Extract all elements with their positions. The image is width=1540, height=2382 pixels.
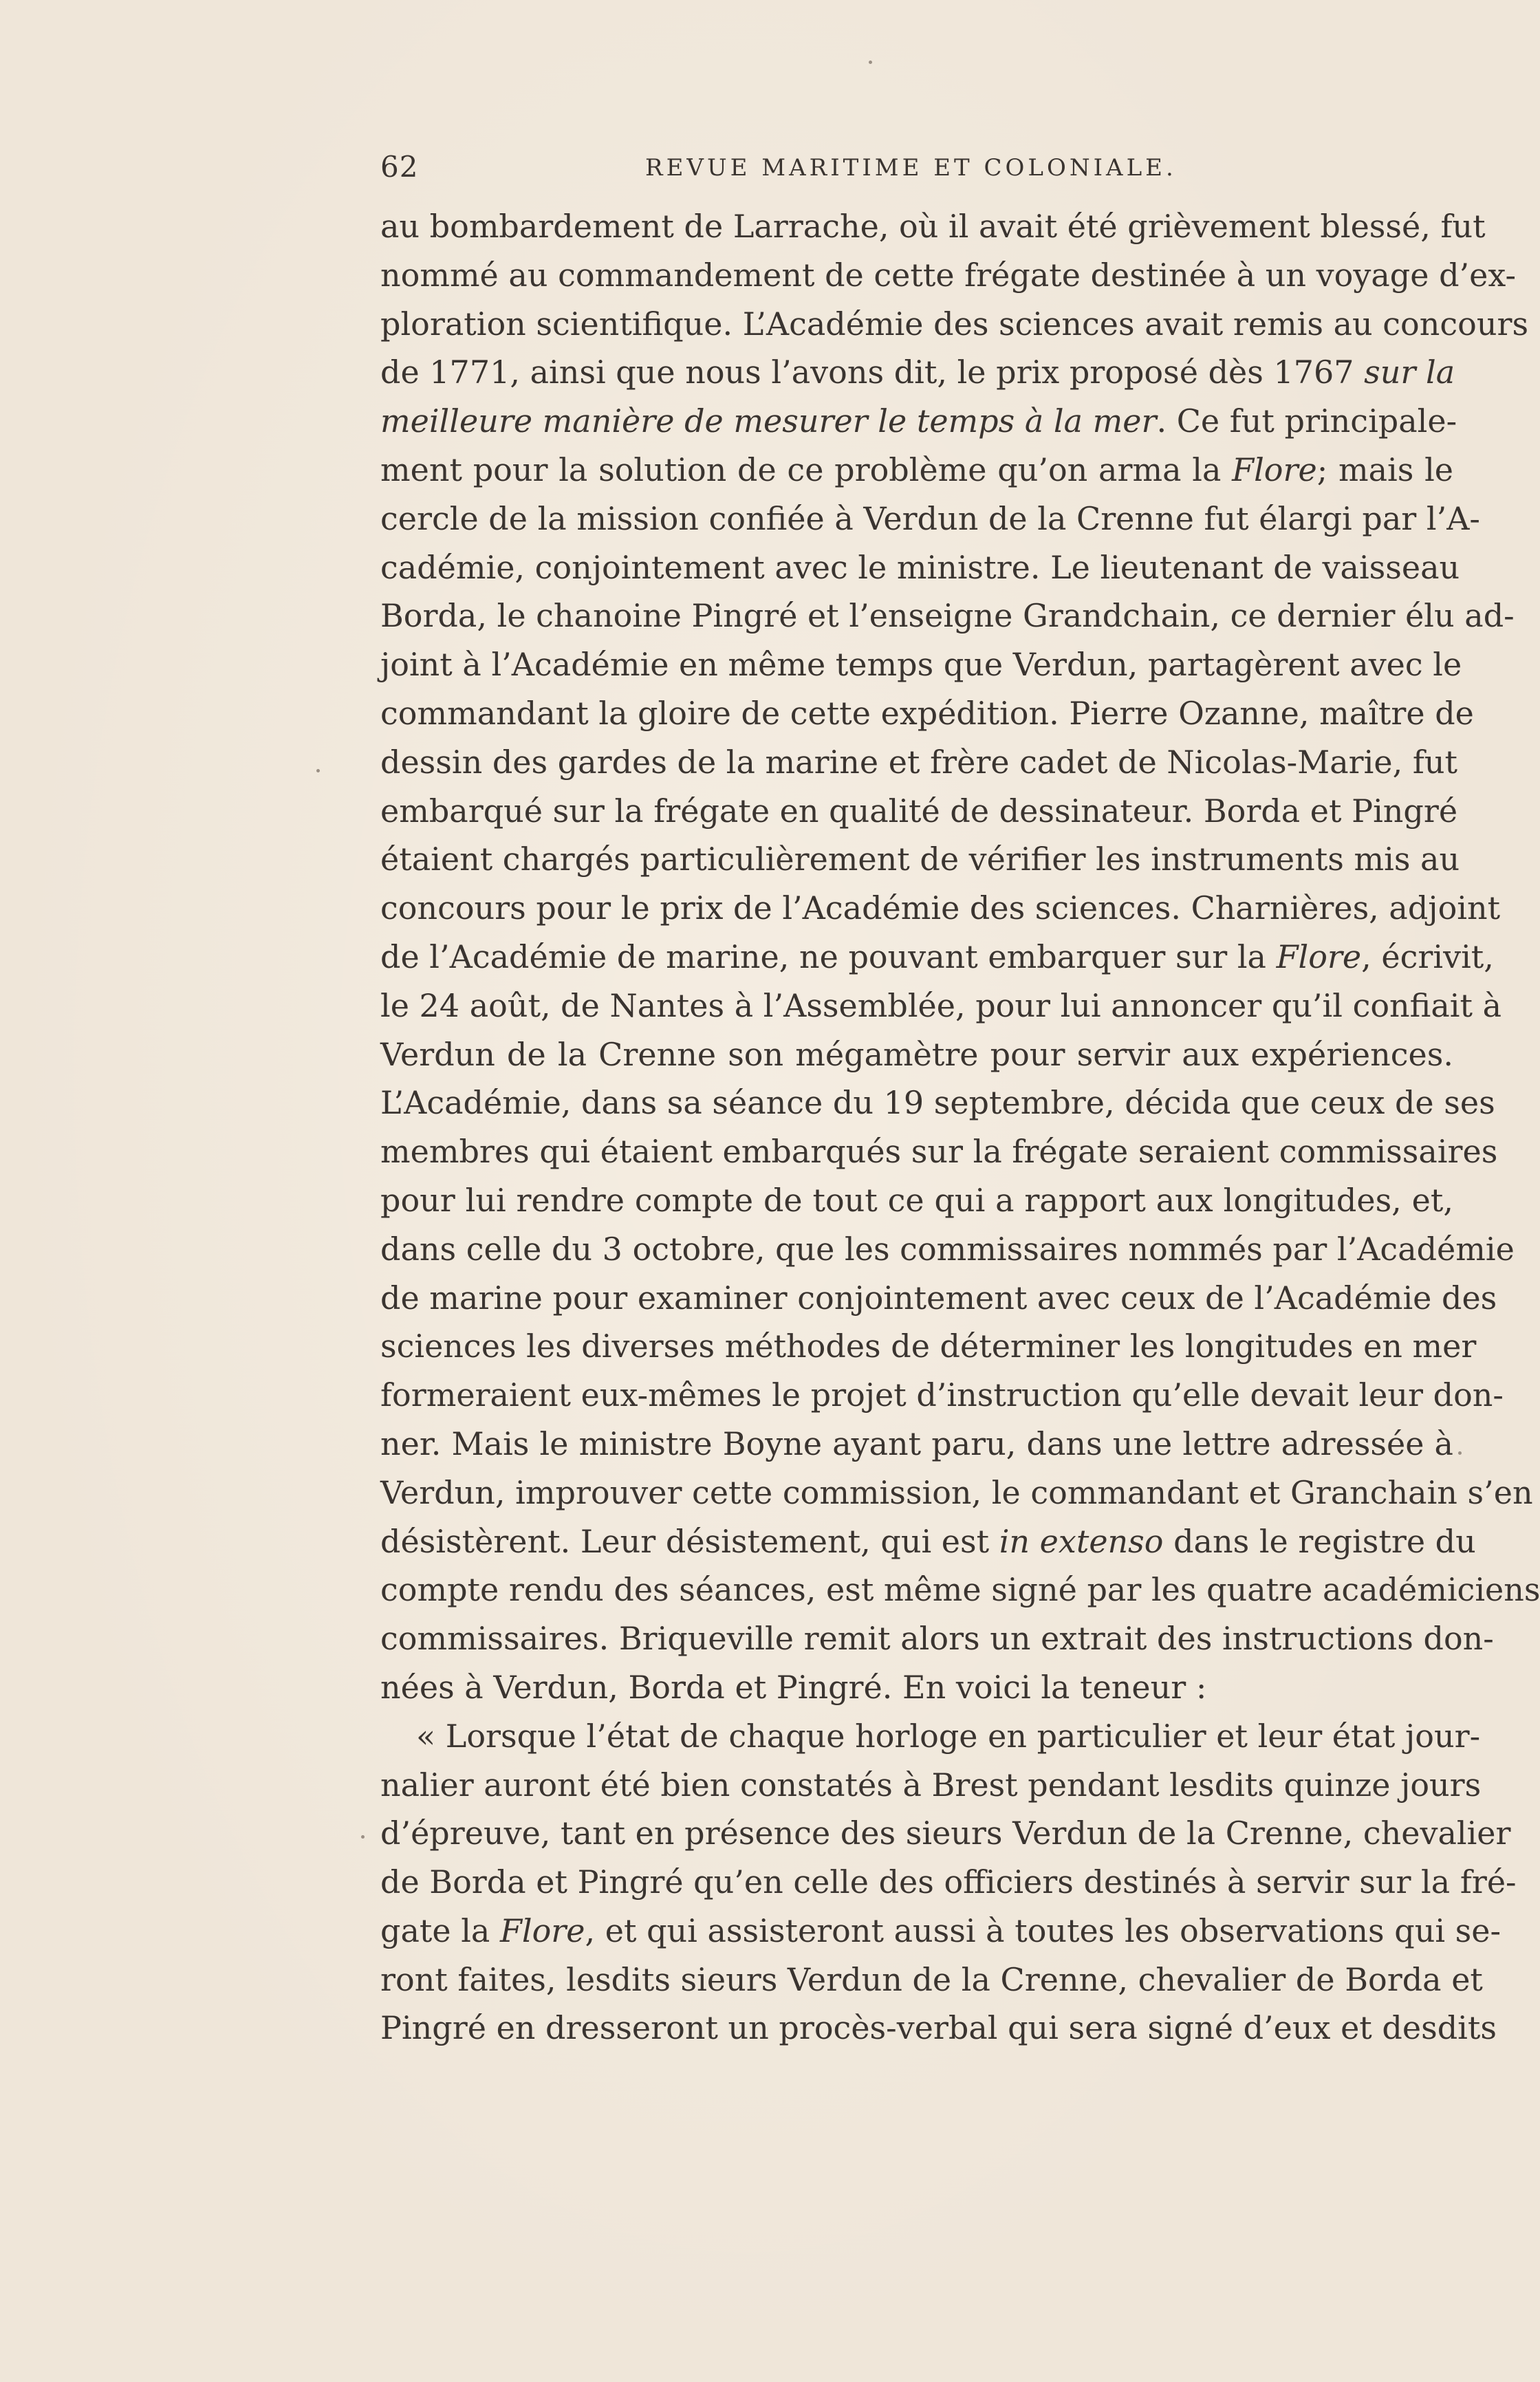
italic-ship-name: Flore xyxy=(499,1912,585,1949)
text-line: cadémie, conjointement avec le ministre. Le lieutenant de vaisseau xyxy=(380,548,1460,586)
quote-line: de Borda et Pingré qu’en celle des officiers destinés à servir sur la fré- xyxy=(380,1863,1517,1901)
text-line: de marine pour examiner conjointement avec ceux de l’Académie des xyxy=(380,1279,1497,1317)
text-line: L’Académie, dans sa séance du 19 septembre, décida que ceux de ses xyxy=(380,1084,1495,1122)
body-text xyxy=(380,202,1540,2053)
text-line: ploration scientifique. L’Académie des sciences avait remis au concours xyxy=(380,305,1529,343)
text-line: concours pour le prix de l’Académie des sciences. Charnières, adjoint xyxy=(380,889,1501,927)
quote-line: gate la Flore, et qui assisteront aussi à toutes les observations qui se- xyxy=(380,1912,1501,1949)
text-line: ment pour la solution de ce problème qu’on arma la Flore; mais le xyxy=(380,451,1454,488)
paper-speck xyxy=(1458,1451,1462,1455)
text-line: nommé au commandement de cette frégate destinée à un voyage d’ex- xyxy=(380,256,1517,294)
italic-phrase: sur la xyxy=(1364,354,1455,391)
text-line: meilleure manière de mesurer le temps à la mer. Ce fut principale- xyxy=(380,402,1457,440)
text-line: commandant la gloire de cette expédition. Pierre Ozanne, maître de xyxy=(380,694,1474,732)
text-line: ner. Mais le ministre Boyne ayant paru, dans une lettre adressée à xyxy=(380,1425,1453,1462)
paper-speck xyxy=(869,61,872,64)
text-line: Verdun, improuver cette commission, le commandant et Granchain s’en xyxy=(380,1473,1533,1511)
text-line: cercle de la mission confiée à Verdun de la Crenne fut élargi par l’A- xyxy=(380,499,1480,537)
quote-line: Pingré en dresseront un procès-verbal qui sera signé d’eux et desdits xyxy=(380,2009,1497,2047)
page-number: 62 xyxy=(380,150,419,184)
italic-ship-name: Flore xyxy=(1232,451,1317,488)
text-line: joint à l’Académie en même temps que Verdun, partagèrent avec le xyxy=(380,646,1462,684)
italic-ship-name: Flore xyxy=(1276,938,1362,975)
text-line: Borda, le chanoine Pingré et l’enseigne Grandchain, ce dernier élu ad- xyxy=(380,597,1515,635)
text-line: commissaires. Briqueville remit alors un extrait des instructions don- xyxy=(380,1620,1494,1658)
running-title: REVUE MARITIME ET COLONIALE. xyxy=(645,154,1177,182)
italic-phrase: meilleure manière de mesurer le temps à la mer xyxy=(380,402,1157,440)
text-line: dessin des gardes de la marine et frère cadet de Nicolas-Marie, fut xyxy=(380,743,1457,781)
text-line: nées à Verdun, Borda et Pingré. En voici la teneur : xyxy=(380,1668,1207,1706)
quote-line: nalier auront été bien constatés à Brest pendant lesdits quinze jours xyxy=(380,1766,1482,1804)
text-line: embarqué sur la frégate en qualité de dessinateur. Borda et Pingré xyxy=(380,792,1458,830)
paper-speck xyxy=(361,1835,365,1839)
text-line: formeraient eux-mêmes le projet d’instruction qu’elle devait leur don- xyxy=(380,1376,1504,1414)
text-line: au bombardement de Larrache, où il avait été grièvement blessé, fut xyxy=(380,208,1486,245)
text-line: pour lui rendre compte de tout ce qui a rapport aux longitudes, et, xyxy=(380,1181,1453,1219)
text-line: de 1771, ainsi que nous l’avons dit, le prix proposé dès 1767 sur la xyxy=(380,354,1455,391)
quote-line: « Lorsque l’état de chaque horloge en particulier et leur état jour- xyxy=(416,1717,1481,1755)
text-line: de l’Académie de marine, ne pouvant embarquer sur la Flore, écrivit, xyxy=(380,938,1494,975)
text-line: sciences les diverses méthodes de déterminer les longitudes en mer xyxy=(380,1328,1477,1365)
text-line: membres qui étaient embarqués sur la frégate seraient commissaires xyxy=(380,1133,1498,1171)
text-line: désistèrent. Leur désistement, qui est in extenso dans le registre du xyxy=(380,1522,1476,1560)
quote-line: d’épreuve, tant en présence des sieurs Verdun de la Crenne, chevalier xyxy=(380,1815,1511,1852)
text-line: Verdun de la Crenne son mégamètre pour servir aux expériences. xyxy=(380,1035,1453,1073)
text-line: étaient chargés particulièrement de vérifier les instruments mis au xyxy=(380,841,1460,878)
quote-line: ront faites, lesdits sieurs Verdun de la Crenne, chevalier de Borda et xyxy=(380,1960,1483,1998)
italic-phrase: in extenso xyxy=(999,1522,1164,1560)
page-header xyxy=(380,150,1453,191)
paper-speck xyxy=(316,769,320,772)
text-line: dans celle du 3 octobre, que les commissaires nommés par l’Académie xyxy=(380,1230,1515,1268)
text-line: le 24 août, de Nantes à l’Assemblée, pour lui annoncer qu’il confiait à xyxy=(380,986,1502,1024)
text-line: compte rendu des séances, est même signé par les quatre académiciens xyxy=(380,1571,1540,1609)
